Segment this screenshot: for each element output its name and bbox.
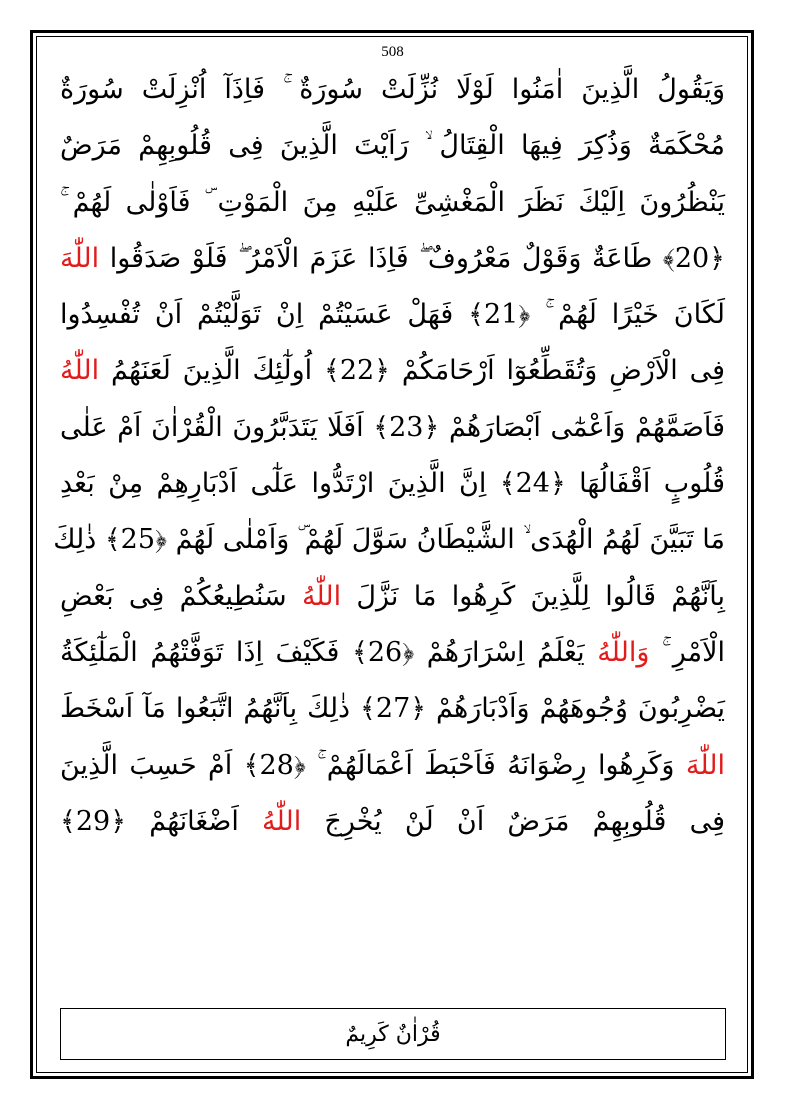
- text-line: اللّٰهَ وَكَرِهُوا رِضْوَانَهُ فَاَحْبَطَ اَعْمَالَهُمْ ۚ ﴿28﴾ اَمْ حَسِبَ الَّذِينَ: [60, 749, 726, 781]
- divine-name: وَاللّٰهُ: [597, 636, 650, 668]
- text-line: بِاَنَّهُمْ قَالُوا لِلَّذِينَ كَرِهُوا مَا نَزَّلَ اللّٰهُ سَنُطِيعُكُمْ فِى بَعْضِ: [60, 580, 725, 612]
- text-line: فَاَصَمَّهُمْ وَاَعْمٰٓى اَبْصَارَهُمْ ﴿23﴾ اَفَلَا يَتَدَبَّرُونَ الْقُرْاٰنَ اَمْ عَلٰى: [60, 411, 725, 443]
- divine-name: اللّٰهُ: [301, 580, 342, 612]
- text-line: لَكَانَ خَيْرًا لَهُمْ ۚ ﴿21﴾ فَهَلْ عَسَيْتُمْ اِنْ تَوَلَّيْتُمْ اَنْ تُفْسِدُوا: [60, 299, 726, 331]
- text-line: قُلُوبٍ اَقْفَالُهَا ﴿24﴾ اِنَّ الَّذِينَ ارْتَدُّوا عَلٰٓى اَدْبَارِهِمْ مِنْ بَعْدِ: [60, 468, 725, 500]
- text-line: مَا تَبَيَّنَ لَهُمُ الْهُدَى ۙ الشَّيْطَانُ سَوَّلَ لَهُمْ ۜ وَاَمْلٰى لَهُمْ ﴿25﴾ ذٰلِكَ: [53, 524, 725, 556]
- divine-name: اللّٰهَ: [60, 242, 100, 274]
- divine-name: اللّٰهَ: [685, 749, 726, 781]
- footer-banner: [60, 1008, 726, 1060]
- text-line: فِى قُلُوبِهِمْ مَرَضٌ اَنْ لَنْ يُخْرِجَ اللّٰهُ اَضْغَانَهُمْ ﴿29﴾: [60, 805, 725, 837]
- page-number: 508: [381, 44, 404, 60]
- text-line: الْاَمْرِ ۚ وَاللّٰهُ يَعْلَمُ اِسْرَارَهُمْ ﴿26﴾ فَكَيْفَ اِذَا تَوَفَّتْهُمُ الْمَلٰٓئِكَةُ: [60, 636, 725, 668]
- divine-name: اللّٰهُ: [262, 805, 302, 837]
- text-line: وَيَقُولُ الَّذِينَ اٰمَنُوا لَوْلَا نُزِّلَتْ سُورَةٌ ۚ فَاِذَآ اُنْزِلَتْ سُورَةٌ: [60, 74, 725, 105]
- text-line: يَنْظُرُونَ اِلَيْكَ نَظَرَ الْمَغْشِىِّ عَلَيْهِ مِنَ الْمَوْتِ ۜ فَاَوْلٰى لَهُمْ ۚ: [60, 186, 725, 218]
- text-line: فِى الْاَرْضِ وَتُقَطِّعُوٓا اَرْحَامَكُمْ ﴿22﴾ اُولٰٓئِكَ الَّذِينَ لَعَنَهُمُ اللّٰهُ: [60, 355, 725, 387]
- text-line: مُحْكَمَةٌ وَذُكِرَ فِيهَا الْقِتَالُ ۙ رَاَيْتَ الَّذِينَ فِى قُلُوبِهِمْ مَرَضٌ: [60, 130, 725, 162]
- footer-title: قُرْاٰنٌ كَرِيمٌ: [345, 1021, 441, 1047]
- divine-name: اللّٰهُ: [60, 355, 100, 387]
- text-line: يَضْرِبُونَ وُجُوهَهُمْ وَاَدْبَارَهُمْ ﴿27﴾ ذٰلِكَ بِاَنَّهُمُ اتَّبَعُوا مَآ اَسْخَطَ: [60, 693, 725, 725]
- quran-text-block: [53, 62, 726, 962]
- text-line: ﴿20﴾ طَاعَةٌ وَقَوْلٌ مَعْرُوفٌ ۖ فَاِذَا عَزَمَ الْاَمْرُ ۖ فَلَوْ صَدَقُوا اللّٰهَ: [60, 242, 725, 274]
